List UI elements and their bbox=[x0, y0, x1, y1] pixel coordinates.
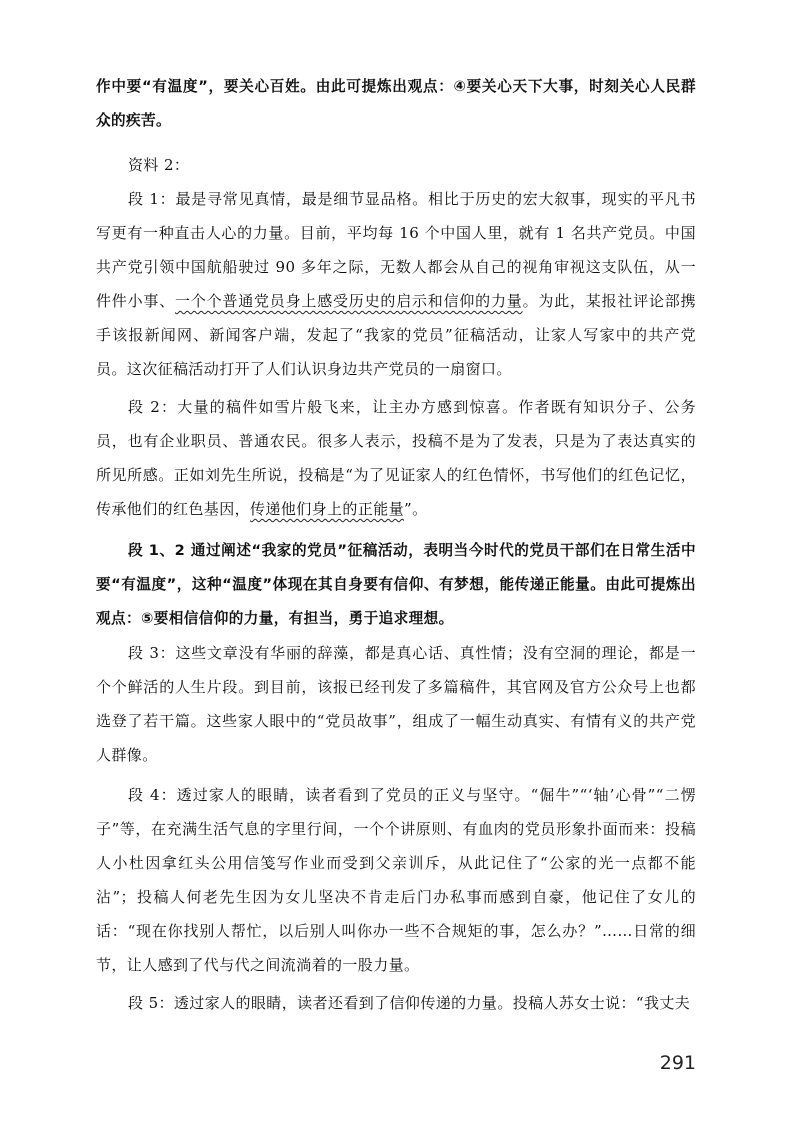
paragraph-1-text-b: 。为此，某报社评论部携手该报新闻网、新闻客户端，发起了“我家的党员”征稿活动，让家人写家中的共产党员。这次征稿活动打开了人们认识身边共产党员的一扇窗口。 bbox=[96, 292, 696, 378]
summary-paragraph-middle: 段 1、2 通过阐述“我家的党员”征稿活动，表明当今时代的党员干部们在日常生活中要“有温度”，这种“温度”体现在其自身要有信仰、有梦想，能传递正能量。由此可提炼出观点：⑤要相信信仰的力量，有担当，勇于追求理想。 bbox=[96, 542, 696, 627]
paragraph-1 bbox=[96, 182, 696, 386]
paragraph-1-text-a: 段 1：最是寻常见真情，最是细节显品格。相比于历史的宏大叙事，现实的平凡书写更有一种直击人心的力量。目前，平均每 16 个中国人里，就有 1 名共产党员。中国共产党引领中国航船驶过 90 多年之际，无数人都会从自己的视角审视这支队伍，从一件件小事、 bbox=[96, 190, 696, 310]
page-number: 291 bbox=[659, 1052, 696, 1074]
summary-paragraph-top: 作中要“有温度”，要关心百姓。由此可提炼出观点：④要关心天下大事，时刻关心人民群众的疾苦。 bbox=[96, 78, 696, 129]
paragraph-1-underlined-phrase: 一个个普通党员身上感受历史的启示和信仰的力量 bbox=[175, 292, 523, 310]
paragraph-4: 段 4：透过家人的眼睛，读者看到了党员的正义与坚守。“倔牛”“‘轴’心骨”“二愣子”等，在充满生活气息的字里行间，一个个讲原则、有血肉的党员形象扑面而来：投稿人小杜因拿红头公用信笺写作业而受到父亲训斥，从此记住了“公家的光一点都不能沾”；投稿人何老先生因为女儿坚决不肯走后门办私事而感到自豪，他记住了女儿的话：“现在你找别人帮忙，以后别人叫你办一些不合规矩的事，怎么办？”……日常的细节，让人感到了代与代之间流淌着的一股力量。 bbox=[96, 786, 696, 974]
paragraph-2 bbox=[96, 390, 696, 526]
paragraph-5: 段 5：透过家人的眼睛，读者还看到了信仰传递的力量。投稿人苏女士说：“我丈夫 bbox=[128, 994, 691, 1012]
paragraph-3: 段 3：这些文章没有华丽的辞藻，都是真心话、真性情；没有空洞的理论，都是一个个鲜活的人生片段。到目前，该报已经刊发了多篇稿件，其官网及官方公众号上也都选登了若干篇。这些家人眼中的“党员故事”，组成了一幅生动真实、有情有义的共产党人群像。 bbox=[96, 644, 696, 764]
paragraph-2-text-a: 段 2：大量的稿件如雪片般飞来，让主办方感到惊喜。作者既有知识分子、公务员，也有企业职员、普通农民。很多人表示，投稿不是为了发表，只是为了表达真实的所见所感。正如刘先生所说，投稿是“为了见证家人的红色情怀，书写他们的红色记忆，传承他们的红色基因， bbox=[96, 398, 696, 518]
paragraph-2-underlined-phrase: 传递他们身上的正能量 bbox=[250, 500, 405, 518]
material-label: 资料 2： bbox=[128, 156, 190, 174]
paragraph-2-text-b: ”。 bbox=[404, 500, 428, 518]
